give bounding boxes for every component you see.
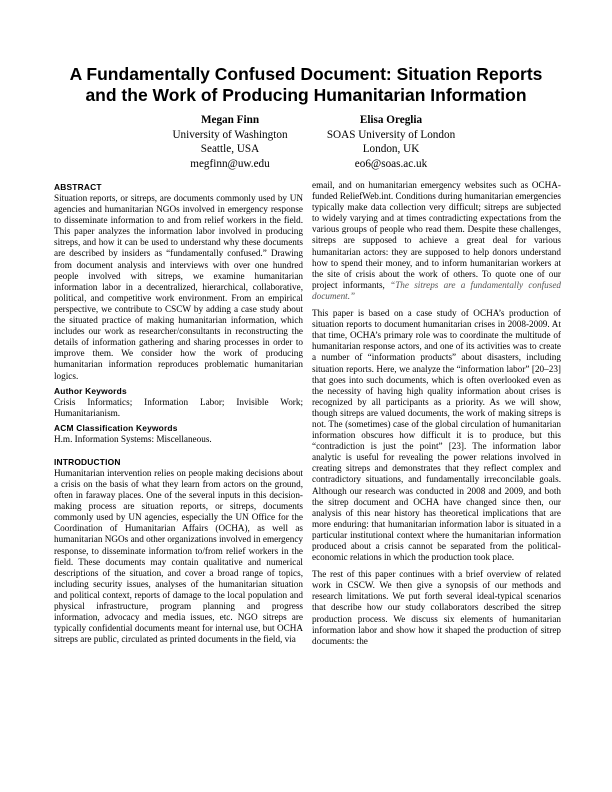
introduction-paragraph-1: Humanitarian intervention relies on people making decisions about a crisis on the basis of what they learn from actors on the ground, often in faraway places. One of the several inputs in this decision-making process are situation reports, or sitreps, documents commonly used by UN agencies, especially the UN Office for the Coordination of Humanitarian Affairs (OCHA), as well as humanitarian NGOs and other organizations involved in emergency response, to disseminate information to/from relief workers in the field. These documents may contain qualitative and numerical descriptions of the situation, and cover a broad range of topics, including security issues, analyses of the humanitarian situation and political context, reports of damage to the local population and physical infrastructure, program planning and progress information, advocacy and media issues, etc. NGO sitreps are typically confidential documents meant for internal use, but OCHA sitreps are public, circulated as printed documents in the field, via	[54, 467, 303, 645]
abstract-text: Situation reports, or sitreps, are documents commonly used by UN agencies and humanitarian NGOs involved in emergency response to disseminate information to and from relief workers in the field. This paper analyzes the information labor involved in producing sitreps, and how it can be used to understand why these documents are described by insiders as “fundamentally confused.” Drawing from document analysis and interviews with over one hundred people involved with sitreps, we examine humanitarian information labor in a decentralized, hierarchical, collaborative, political, and competitive work environment. From an empirical perspective, we contribute to CSCW by adding a case study about the situated practice of making humanitarian information, which includes our work as researcher/consultants in reconstructing the details of information gathering and sharing processes in order to improve them. We consider how the work of producing humanitarian information reproduces problematic humanitarian logics.	[54, 193, 303, 381]
author-block-2	[306, 113, 476, 171]
right-column	[312, 180, 561, 647]
author-name: Elisa Oreglia	[359, 114, 423, 126]
author-affiliation: SOAS University of London	[326, 128, 456, 141]
author-name: Megan Finn	[200, 114, 260, 126]
abstract-heading: ABSTRACT	[54, 182, 102, 192]
author-keywords-heading: Author Keywords	[54, 385, 127, 396]
author-keywords-text: Crisis Informatics; Information Labor; Invisible Work; Humanitarianism.	[54, 396, 303, 418]
introduction-paragraph-2: This paper is based on a case study of OCHA’s production of situation reports to document humanitarian crises in 2008-2009. At that time, OCHA’s primary role was to coordinate the multitude of humanitarian response actors, and one of its activities was to create a number of “information products” about disasters, including situation reports. Here, we analyze the “information labor” [20–23] that goes into such documents, which is often overlooked even as the necessity of having high quality information about crises is recognized by all participants as a priority. As we will show, though sitreps are valued documents, the work of making sitreps is not. The (sometimes) case of the global circulation of humanitarian information obscures how difficult it is to produce, but this “contradiction is just the point” [23]. The information labor analytic is useful for revealing the power relations involved in creating sitreps and demonstrates that they reflect complex and contradictory situations, and fundamentally irreconcilable goals. Although our research was conducted in 2008 and 2009, and both the sitrep document and OCHA have changed since then, our analysis of this near history has theoretical implications that are more enduring: that humanitarian information labor is situated in a particular institutional context where the humanitarian information produced about a crisis cannot be separated from the political-economic relations in which the production took place.	[312, 308, 561, 563]
introduction-paragraph-3: The rest of this paper continues with a brief overview of related work in CSCW. We then give a synopsis of our methods and research limitations. We put forth several ideal-typical scenarios that describe how our study collaborators described the sitrep production process. We discuss six elements of humanitarian information labor and show how it shaped the production of sitrep documents: the	[312, 569, 561, 646]
left-column	[54, 182, 303, 645]
introduction-continued-text: email, and on humanitarian emergency websites such as OCHA-funded ReliefWeb.int. Conditions during humanitarian emergencies typically make data collection very difficult; sitreps are subjected to widely varying and at times contradicting expectations from the various groups of people who read them. Despite these challenges, sitreps are supposed to achieve a great deal for various humanitarian actors: they are supposed to help donors understand how to spend their money, and to inform humanitarian workers at the site of crisis about the work of others. To quote one of our project informants,	[312, 180, 561, 290]
introduction-paragraph-1-continued	[312, 180, 561, 302]
author-email: eo6@soas.ac.uk	[354, 157, 428, 170]
author-block-1	[150, 113, 310, 171]
author-affiliation: University of Washington	[172, 128, 288, 141]
author-location: London, UK	[362, 143, 420, 156]
paper-title	[40, 64, 572, 106]
title-line-2: and the Work of Producing Humanitarian Information	[85, 85, 527, 105]
author-email: megfinn@uw.edu	[190, 157, 270, 170]
author-location: Seattle, USA	[200, 143, 260, 156]
title-line-1: A Fundamentally Confused Document: Situation Reports	[69, 64, 543, 84]
acm-classification-heading: ACM Classification Keywords	[54, 422, 178, 433]
introduction-heading: INTRODUCTION	[54, 456, 121, 467]
informant-quote: “The sitreps are a fundamentally confused document.”	[312, 279, 561, 301]
acm-classification-text: H.m. Information Systems: Miscellaneous.	[54, 433, 212, 444]
